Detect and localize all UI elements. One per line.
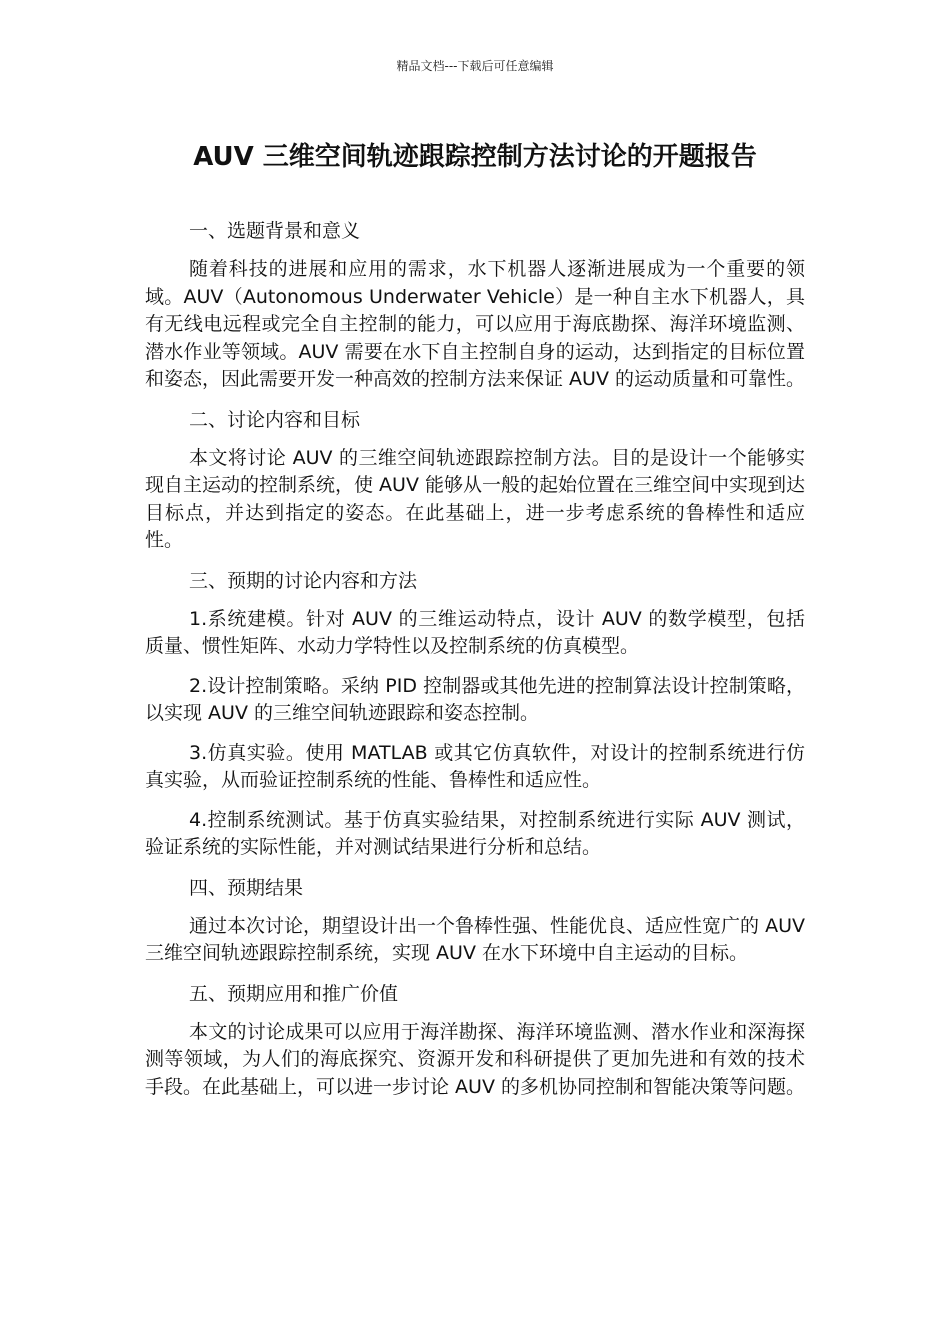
section-research-content — [145, 406, 805, 555]
document-body — [145, 217, 805, 1113]
paragraph: 通过本次讨论，期望设计出一个鲁棒性强、性能优良、适应性宽广的 AUV 三维空间轨迹跟踪控制系统，实现 AUV 在水下环境中自主运动的目标。 — [145, 914, 805, 964]
section-methods — [145, 567, 805, 862]
section-background — [145, 217, 805, 394]
section-expected-results — [145, 874, 805, 968]
section-heading: 三、预期的讨论内容和方法 — [189, 569, 418, 592]
section-heading: 二、讨论内容和目标 — [189, 408, 361, 431]
section-heading: 四、预期结果 — [189, 876, 304, 899]
section-heading: 一、选题背景和意义 — [189, 220, 361, 242]
method-item: 2.设计控制策略。采纳 PID 控制器或其他先进的控制算法设计控制策略，以实现 AUV 的三维空间轨迹跟踪和姿态控制。 — [145, 674, 805, 724]
paragraph: 随着科技的进展和应用的需求，水下机器人逐渐进展成为一个重要的领域。AUV（Autonomous Underwater Vehicle）是一种自主水下机器人，具有无线电远程或完全自主控制的能力，可以应用于海底勘探、海洋环境监测、潜水作业等领域。AUV 需要在水下自主控制自身的运动，达到指定的目标位置和姿态，因此需要开发一种高效的控制方法来保证 AUV 的运动质量和可靠性。 — [145, 258, 805, 390]
section-heading: 五、预期应用和推广价值 — [189, 982, 399, 1005]
section-applications — [145, 980, 805, 1102]
method-item: 3.仿真实验。使用 MATLAB 或其它仿真软件，对设计的控制系统进行仿真实验，从而验证控制系统的性能、鲁棒性和适应性。 — [145, 741, 805, 791]
paragraph: 本文将讨论 AUV 的三维空间轨迹跟踪控制方法。目的是设计一个能够实现自主运动的控制系统，使 AUV 能够从一般的起始位置在三维空间中实现到达目标点，并达到指定的姿态。在此基础上，进一步考虑系统的鲁棒性和适应性。 — [145, 446, 805, 551]
method-item: 4.控制系统测试。基于仿真实验结果，对控制系统进行实际 AUV 测试，验证系统的实际性能，并对测试结果进行分析和总结。 — [145, 808, 805, 858]
paragraph: 本文的讨论成果可以应用于海洋勘探、海洋环境监测、潜水作业和深海探测等领域，为人们的海底探究、资源开发和科研提供了更加先进和有效的技术手段。在此基础上，可以进一步讨论 AUV 的多机协同控制和智能决策等问题。 — [145, 1020, 805, 1098]
document-title: AUV 三维空间轨迹跟踪控制方法讨论的开题报告 — [193, 142, 757, 172]
header-note: 精品文档---下载后可任意编辑 — [396, 59, 554, 73]
method-item: 1.系统建模。针对 AUV 的三维运动特点，设计 AUV 的数学模型，包括质量、惯性矩阵、水动力学特性以及控制系统的仿真模型。 — [145, 607, 805, 657]
